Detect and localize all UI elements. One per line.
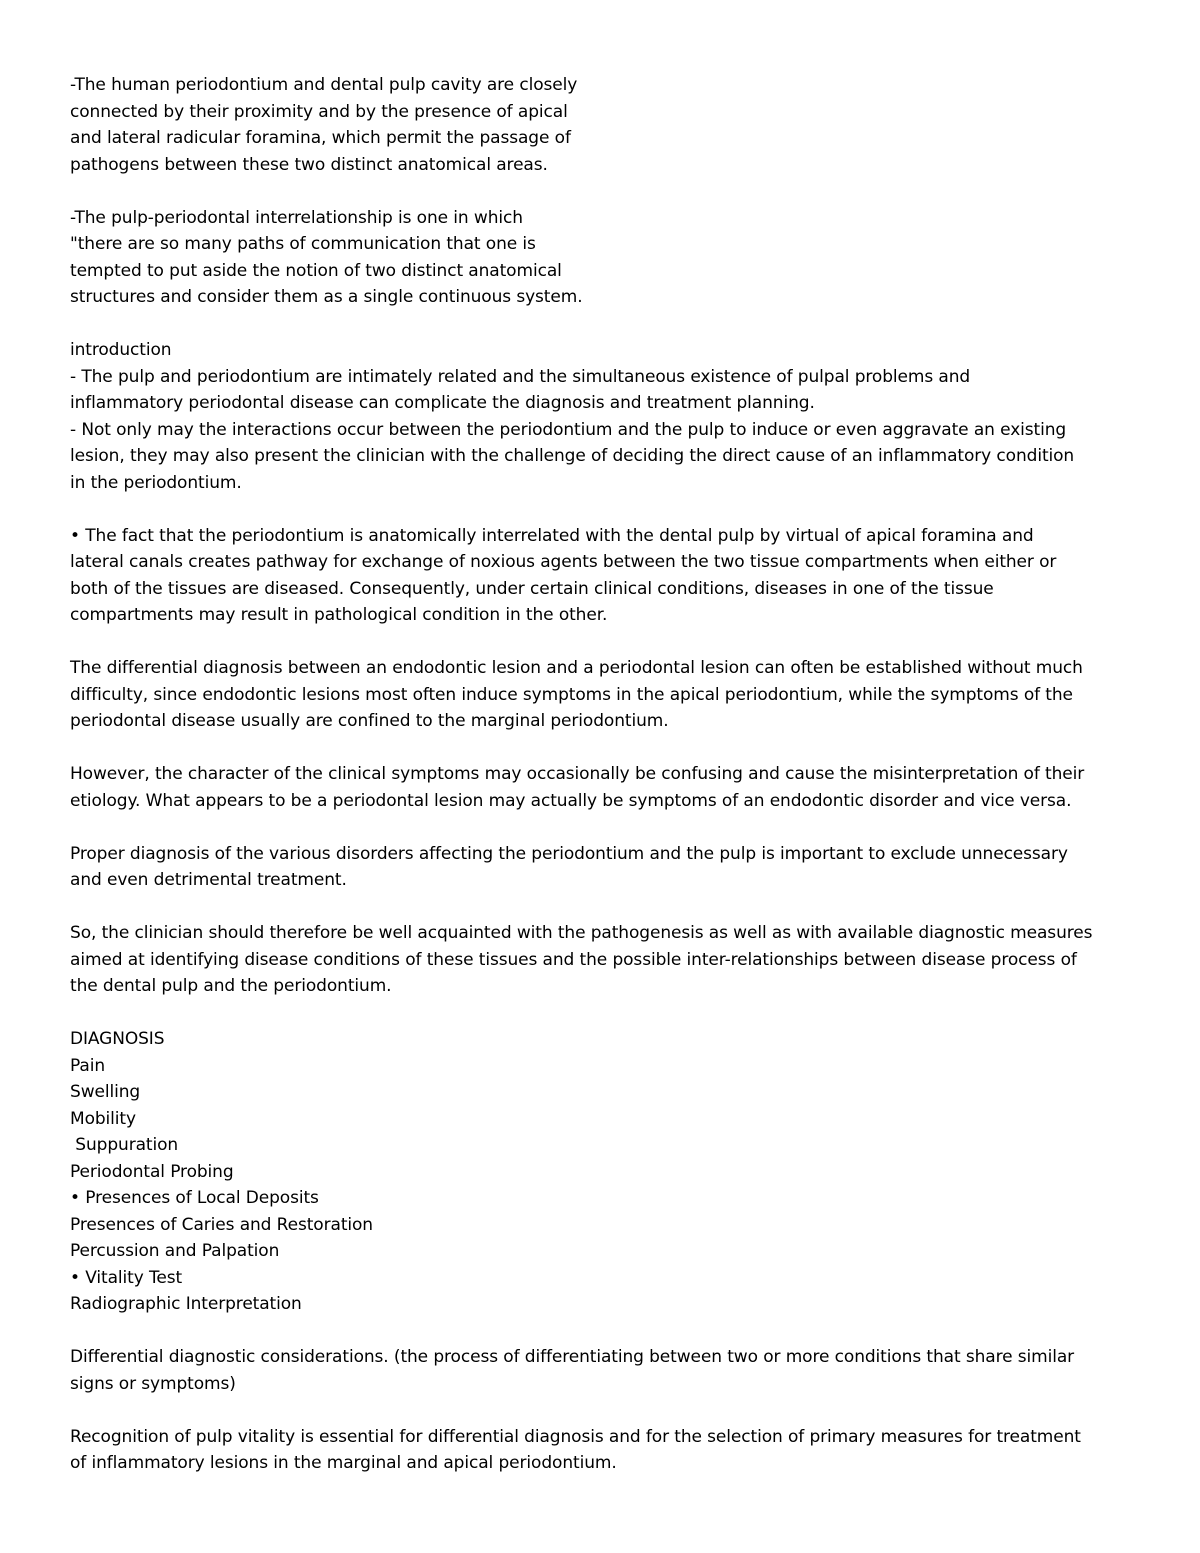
text-line: However, the character of the clinical symptoms may occasionally be confusing and cause the misinterpretation of their	[70, 764, 1085, 784]
text-line: aimed at identifying disease conditions of these tissues and the possible inter-relationships between disease process of	[70, 949, 1077, 970]
text-line: Recognition of pulp vitality is essential for differential diagnosis and for the selection of primary measures for treatment	[70, 1426, 1081, 1447]
text-line: both of the tissues are diseased. Consequently, under certain clinical conditions, diseases in one of the tissue	[70, 578, 994, 599]
paragraph	[70, 523, 1140, 629]
paragraph-gap	[70, 1000, 1140, 1027]
text-line: Presences of Caries and Restoration	[70, 1214, 373, 1235]
paragraph	[70, 72, 1140, 178]
text-line: in the periodontium.	[70, 472, 242, 493]
text-line: Periodontal Probing	[70, 1161, 234, 1182]
text-line: pathogens between these two distinct anatomical areas.	[70, 154, 548, 175]
text-line: Suppuration	[70, 1135, 179, 1155]
text-line: Differential diagnostic considerations. (the process of differentiating between two or more conditions that share similar	[70, 1347, 1075, 1367]
text-line: • The fact that the periodontium is anatomically interrelated with the dental pulp by virtual of apical foramina and	[70, 525, 1034, 546]
paragraph-gap	[70, 629, 1140, 656]
text-line: introduction	[70, 340, 172, 360]
text-line: inflammatory periodontal disease can complicate the diagnosis and treatment planning.	[70, 393, 815, 413]
text-line: Percussion and Palpation	[70, 1241, 280, 1261]
text-line: lateral canals creates pathway for exchange of noxious agents between the two tissue compartments when either or	[70, 552, 1057, 572]
text-line: periodontal disease usually are confined to the marginal periodontium.	[70, 711, 669, 731]
paragraph-gap	[70, 496, 1140, 523]
text-line: and lateral radicular foramina, which permit the passage of	[70, 128, 571, 148]
paragraph	[70, 1026, 1140, 1318]
text-line: -The human periodontium and dental pulp cavity are closely	[70, 75, 578, 95]
paragraph-gap	[70, 894, 1140, 921]
text-line: -The pulp-periodontal interrelationship is one in which	[70, 207, 523, 228]
text-line: DIAGNOSIS	[70, 1029, 165, 1049]
text-line: • Vitality Test	[70, 1267, 183, 1288]
paragraph	[70, 1424, 1140, 1477]
text-line: Proper diagnosis of the various disorders affecting the periodontium and the pulp is important to exclude unnecessary	[70, 843, 1068, 864]
text-line: • Presences of Local Deposits	[70, 1188, 319, 1208]
paragraph	[70, 337, 1140, 496]
text-line: So, the clinician should therefore be well acquainted with the pathogenesis as well as with available diagnostic measures	[70, 923, 1093, 943]
text-line: signs or symptoms)	[70, 1373, 236, 1394]
text-line: compartments may result in pathological condition in the other.	[70, 605, 608, 625]
paragraph-gap	[70, 311, 1140, 338]
paragraph-gap	[70, 1397, 1140, 1424]
text-line: Mobility	[70, 1108, 136, 1129]
text-line: and even detrimental treatment.	[70, 870, 347, 890]
text-line: - The pulp and periodontium are intimately related and the simultaneous existence of pulpal problems and	[70, 366, 971, 387]
paragraph	[70, 655, 1140, 735]
paragraph-gap	[70, 735, 1140, 762]
text-line: "there are so many paths of communication that one is	[70, 234, 536, 254]
text-line: tempted to put aside the notion of two distinct anatomical	[70, 260, 562, 281]
paragraph-gap	[70, 178, 1140, 205]
text-line: of inflammatory lesions in the marginal and apical periodontium.	[70, 1453, 617, 1473]
document-page	[70, 72, 1140, 1477]
paragraph-gap	[70, 1318, 1140, 1345]
text-line: Swelling	[70, 1082, 141, 1102]
paragraph	[70, 920, 1140, 1000]
text-line: - Not only may the interactions occur between the periodontium and the pulp to induce or even aggravate an existing	[70, 419, 1067, 440]
text-line: lesion, they may also present the clinician with the challenge of deciding the direct cause of an inflammatory condition	[70, 446, 1075, 466]
text-line: Radiographic Interpretation	[70, 1294, 302, 1314]
text-line: difficulty, since endodontic lesions most often induce symptoms in the apical periodontium, while the symptoms of the	[70, 684, 1073, 705]
text-line: structures and consider them as a single continuous system.	[70, 287, 583, 307]
text-line: etiology. What appears to be a periodontal lesion may actually be symptoms of an endodontic disorder and vice versa.	[70, 790, 1072, 811]
paragraph	[70, 761, 1140, 814]
text-line: connected by their proximity and by the presence of apical	[70, 101, 568, 122]
paragraph	[70, 205, 1140, 311]
text-line: The differential diagnosis between an endodontic lesion and a periodontal lesion can often be established without much	[70, 658, 1083, 678]
paragraph-gap	[70, 814, 1140, 841]
paragraph	[70, 1344, 1140, 1397]
paragraph	[70, 841, 1140, 894]
text-line: Pain	[70, 1055, 106, 1076]
text-line: the dental pulp and the periodontium.	[70, 976, 392, 996]
